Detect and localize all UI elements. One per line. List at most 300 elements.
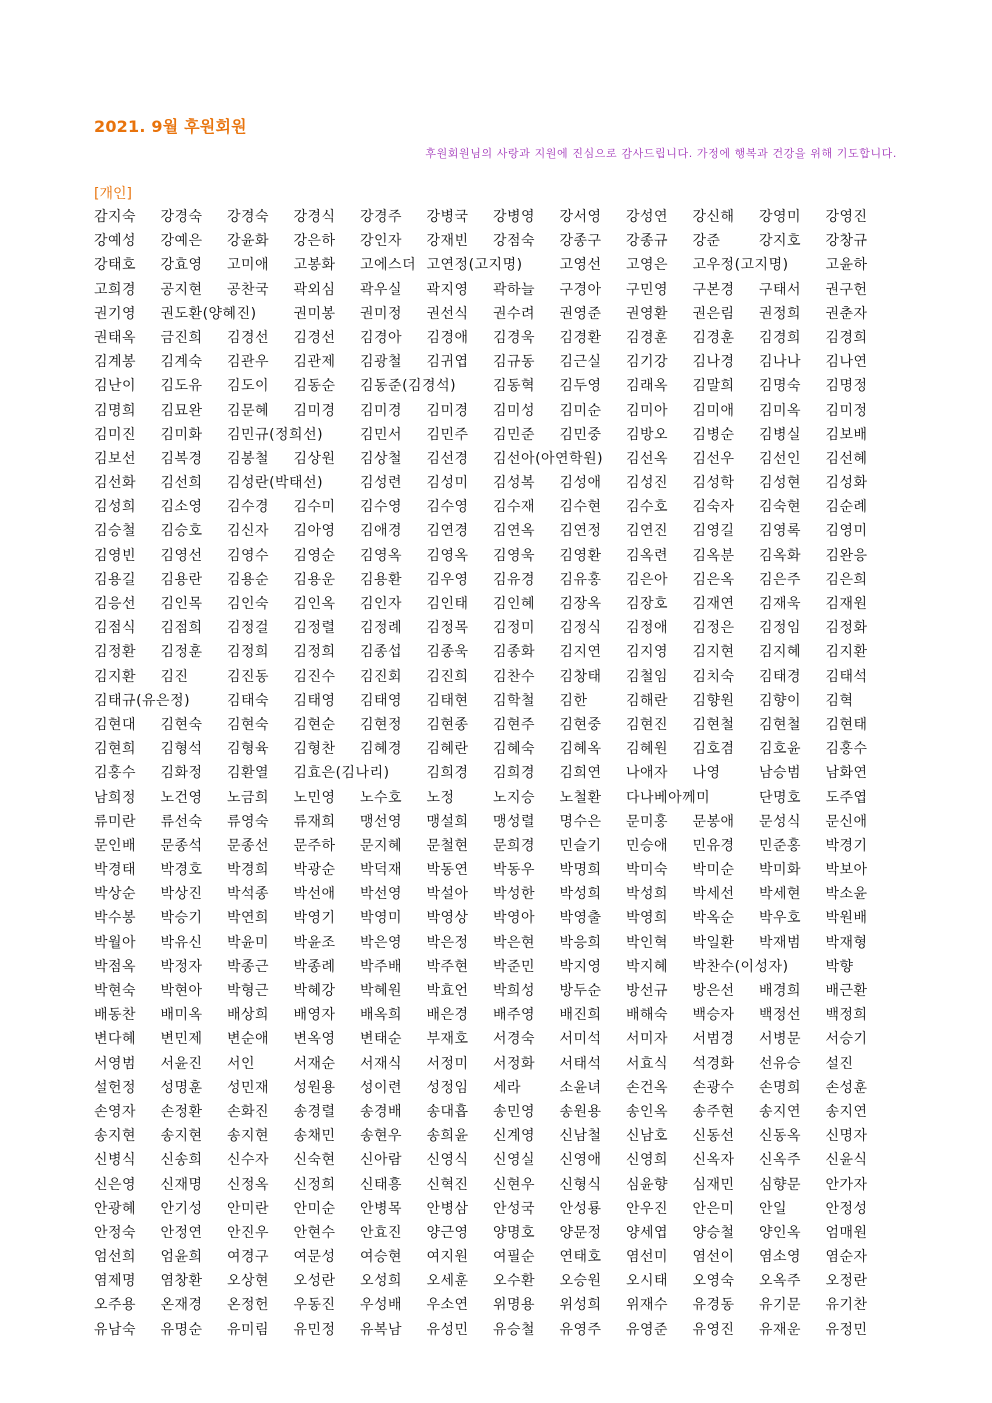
member-name: 김숙자 [692,499,735,516]
member-name: 박옥순 [692,910,735,927]
member-name: 김관제 [293,354,336,371]
member-name: 송지현 [227,1128,270,1145]
member-name: 안미순 [293,1200,336,1217]
name-row [94,882,894,906]
member-name: 박연희 [227,910,270,927]
member-name: 김혜원 [626,741,669,758]
member-name: 김영환 [559,547,602,564]
member-name: 유민정 [293,1321,336,1338]
member-name: 김성학 [692,475,735,492]
member-name: 박성희 [626,886,669,903]
member-name: 배해숙 [626,1007,669,1024]
member-name: 김선혜 [825,450,868,467]
member-name: 서영범 [94,1055,137,1072]
member-name: 우동진 [293,1297,336,1314]
member-name: 김동순 [293,378,336,395]
name-row [94,495,894,519]
member-name: 고우정(고지명) [692,257,789,274]
member-name: 김경훈 [692,329,735,346]
member-name: 박보아 [825,862,868,879]
member-name: 오세훈 [426,1273,469,1290]
member-name: 김정애 [626,620,669,637]
member-name: 서경숙 [493,1031,536,1048]
member-name: 안광혜 [94,1200,137,1217]
member-name: 김태경 [759,668,802,685]
member-name: 염창환 [160,1273,203,1290]
member-name: 심향문 [759,1176,802,1193]
name-row [94,1293,894,1317]
member-name: 김명희 [94,402,137,419]
member-name: 성정임 [426,1079,469,1096]
member-name: 김현철 [759,716,802,733]
member-name: 김정렬 [293,620,336,637]
member-name: 오옥주 [759,1273,802,1290]
member-name: 김소영 [160,499,203,516]
member-name: 서윤진 [160,1055,203,1072]
member-name: 손성훈 [825,1079,868,1096]
member-name: 강종구 [559,233,602,250]
member-name: 김민규(정희선) [227,426,324,443]
member-name: 김래옥 [626,378,669,395]
member-name: 류미란 [94,813,137,830]
member-name: 김태숙 [227,692,270,709]
member-name: 김미성 [493,402,536,419]
member-name: 김민준 [493,426,536,443]
member-name: 강영진 [825,209,868,225]
member-name: 남희정 [94,789,137,806]
member-name: 박세선 [692,886,735,903]
member-name: 김지환 [94,668,137,685]
member-name: 박현아 [160,983,203,999]
member-name: 강인자 [360,233,403,250]
member-name: 박경희 [227,862,270,879]
member-name: 김미정 [825,402,868,419]
member-name: 김숙현 [759,499,802,516]
name-row [94,350,894,374]
member-name: 양명호 [493,1224,536,1241]
member-name: 김미애 [692,402,735,419]
member-name: 김인옥 [293,596,336,612]
name-row [94,471,894,495]
member-name: 박영희 [626,910,669,927]
member-name: 김승호 [160,523,203,540]
member-name: 박명희 [559,862,602,879]
member-name: 김나경 [692,354,735,371]
member-name: 명수은 [559,813,602,830]
member-name: 신명자 [825,1128,868,1145]
member-name: 유남숙 [94,1321,137,1338]
member-name: 강예은 [160,233,203,250]
member-name: 김인태 [426,596,469,612]
member-name: 박윤미 [227,934,270,951]
member-name: 노수호 [360,789,403,806]
name-row [94,906,894,930]
member-name: 단명호 [759,789,802,806]
member-name: 신태흥 [360,1176,403,1193]
member-name: 박소윤 [825,886,868,903]
member-name: 박설아 [426,886,469,903]
name-row [94,1148,894,1172]
name-row [94,592,894,616]
member-name: 손영자 [94,1103,137,1120]
member-name: 방두순 [559,983,602,999]
name-row [94,1318,894,1342]
member-name: 박유신 [160,934,203,951]
member-name: 박상진 [160,886,203,903]
member-name: 성민재 [227,1079,270,1096]
member-name: 강영미 [759,209,802,225]
member-name: 문종선 [227,837,270,854]
member-name: 여필순 [493,1249,536,1266]
member-name: 서정미 [426,1055,469,1072]
member-name: 박영출 [559,910,602,927]
member-grid [94,205,894,1342]
member-name: 문인배 [94,837,137,854]
member-name: 박광순 [293,862,336,879]
member-name: 김점희 [160,620,203,637]
member-name: 신숙현 [293,1152,336,1169]
member-name: 류재희 [293,813,336,830]
member-name: 강재빈 [426,233,469,250]
member-name: 김명숙 [759,378,802,395]
name-row [94,253,894,277]
member-name: 손명희 [759,1079,802,1096]
member-name: 백정선 [759,1007,802,1024]
member-name: 박선영 [360,886,403,903]
member-name: 김수경 [227,499,270,516]
member-name: 김유경 [493,571,536,588]
member-name: 곽우실 [360,281,403,298]
member-name: 송민영 [493,1103,536,1120]
member-name: 배옥희 [360,1007,403,1024]
member-name: 신정희 [293,1176,336,1193]
member-name: 김선경 [426,450,469,467]
member-name: 유정민 [825,1321,868,1338]
member-name: 김장호 [626,596,669,612]
member-name: 김점식 [94,620,137,637]
member-name: 송지현 [94,1128,137,1145]
member-name: 김현순 [293,716,336,733]
member-name: 송채민 [293,1128,336,1145]
member-name: 안현수 [293,1224,336,1241]
member-name: 김기강 [626,354,669,371]
member-name: 금진희 [160,329,203,346]
member-name: 안정숙 [94,1224,137,1241]
member-name: 양세엽 [626,1224,669,1241]
member-name: 김재욱 [759,596,802,612]
member-name: 안성룡 [559,1200,602,1217]
member-name: 김혁 [825,692,854,709]
member-name: 김현숙 [160,716,203,733]
name-row [94,568,894,592]
member-name: 맹성렬 [493,813,536,830]
member-name: 박점옥 [94,958,137,975]
member-name: 김미아 [626,402,669,419]
member-name: 문철현 [426,837,469,854]
member-name: 김은아 [626,571,669,588]
member-name: 김효은(김나리) [293,765,390,782]
name-row [94,229,894,253]
member-name: 서병문 [759,1031,802,1048]
member-name: 김현정 [360,716,403,733]
member-name: 신혁진 [426,1176,469,1193]
member-name: 김성현 [759,475,802,492]
member-name: 고영선 [559,257,602,274]
member-name: 김영미 [825,523,868,540]
member-name: 김정례 [360,620,403,637]
member-name: 송희윤 [426,1128,469,1145]
member-name: 김성복 [493,475,536,492]
member-name: 권수려 [493,305,536,322]
member-name: 김수호 [626,499,669,516]
member-name: 김상원 [293,450,336,467]
name-row [94,931,894,955]
member-name: 안병목 [360,1200,403,1217]
name-row [94,810,894,834]
member-name: 온정헌 [227,1297,270,1314]
member-name: 김민서 [360,426,403,443]
page-title: 2021. 9월 후원회원 [94,117,247,136]
member-name: 배경희 [759,983,802,999]
member-name: 곽하늘 [493,281,536,298]
member-name: 손건옥 [626,1079,669,1096]
member-name: 강신해 [692,209,735,225]
member-name: 김지환 [825,644,868,661]
member-name: 김희연 [559,765,602,782]
member-name: 김진수 [293,668,336,685]
member-name: 김옥련 [626,547,669,564]
member-name: 소윤녀 [559,1079,602,1096]
member-name: 김은희 [825,571,868,588]
member-name: 고에스더 [360,257,417,274]
member-name: 김경애 [426,329,469,346]
member-name: 김인목 [160,596,203,612]
member-name: 성원용 [293,1079,336,1096]
member-name: 박인혁 [626,934,669,951]
member-name: 박혜원 [360,983,403,999]
member-name: 박경기 [825,837,868,854]
member-name: 김정화 [825,620,868,637]
member-name: 신영애 [559,1152,602,1169]
member-name: 김경환 [559,329,602,346]
member-name: 김용환 [360,571,403,588]
member-name: 김진동 [227,668,270,685]
member-name: 김은주 [759,571,802,588]
member-name: 김도유 [160,378,203,395]
member-name: 김현철 [692,716,735,733]
member-name: 강종규 [626,233,669,250]
member-name: 신영실 [493,1152,536,1169]
name-row [94,665,894,689]
member-name: 김학철 [493,692,536,709]
member-name: 강경숙 [227,209,270,225]
member-name: 김수미 [293,499,336,516]
member-name: 김승철 [94,523,137,540]
member-name: 박성한 [493,886,536,903]
member-name: 김정은 [692,620,735,637]
member-name: 김병순 [692,426,735,443]
member-name: 강지호 [759,233,802,250]
member-name: 안진우 [227,1224,270,1241]
member-name: 박은영 [360,934,403,951]
member-name: 박원배 [825,910,868,927]
member-name: 설헌정 [94,1079,137,1096]
member-name: 엄매원 [825,1224,868,1241]
member-name: 권미정 [360,305,403,322]
member-name: 고희경 [94,281,137,298]
member-name: 김화정 [160,765,203,782]
member-name: 서효식 [626,1055,669,1072]
member-name: 강점숙 [493,233,536,250]
member-name: 박경호 [160,862,203,879]
member-name: 송경렬 [293,1103,336,1120]
member-name: 신형식 [559,1176,602,1193]
member-name: 양문정 [559,1224,602,1241]
member-name: 강경주 [360,209,403,225]
member-name: 노정 [426,789,455,806]
member-name: 변민제 [160,1031,203,1048]
member-name: 유승철 [493,1321,536,1338]
member-name: 김해란 [626,692,669,709]
member-name: 김정임 [759,620,802,637]
name-row [94,1269,894,1293]
member-name: 안병삼 [426,1200,469,1217]
member-name: 유영진 [692,1321,735,1338]
member-name: 박재범 [759,934,802,951]
member-name: 김선화 [94,475,137,492]
member-name: 신정옥 [227,1176,270,1193]
member-name: 송인옥 [626,1103,669,1120]
member-name: 김연정 [559,523,602,540]
member-name: 권구헌 [825,281,868,298]
member-name: 안효진 [360,1224,403,1241]
member-name: 박정자 [160,958,203,975]
member-name: 신현우 [493,1176,536,1193]
member-name: 김규동 [493,354,536,371]
member-name: 송현우 [360,1128,403,1145]
member-name: 김용순 [227,571,270,588]
member-name: 유경동 [692,1297,735,1314]
member-name: 양승철 [692,1224,735,1241]
name-row [94,447,894,471]
member-name: 박미숙 [626,862,669,879]
member-name: 박윤조 [293,934,336,951]
member-name: 김경욱 [493,329,536,346]
member-name: 김성화 [825,475,868,492]
member-name: 오성희 [360,1273,403,1290]
member-name: 유영준 [626,1321,669,1338]
member-name: 우성배 [360,1297,403,1314]
member-name: 김정환 [94,644,137,661]
member-name: 유기찬 [825,1297,868,1314]
member-name: 김난이 [94,378,137,395]
member-name: 김영빈 [94,547,137,564]
member-name: 김선옥 [626,450,669,467]
member-name: 변순애 [227,1031,270,1048]
member-name: 염선미 [626,1249,669,1266]
member-name: 고영은 [626,257,669,274]
member-name: 박찬수(이성자) [692,958,789,975]
member-name: 김형찬 [293,741,336,758]
member-name: 김보선 [94,450,137,467]
member-name: 안일 [759,1200,788,1217]
name-row [94,616,894,640]
member-name: 송지연 [759,1103,802,1120]
member-name: 김묘완 [160,402,203,419]
member-name: 김옥화 [759,547,802,564]
name-row [94,761,894,785]
member-name: 고연정(고지명) [426,257,523,274]
member-name: 신병식 [94,1152,137,1169]
member-name: 염제명 [94,1273,137,1290]
member-name: 김경선 [293,329,336,346]
member-name: 김성란(박태선) [227,475,324,492]
member-name: 백정희 [825,1007,868,1024]
member-name: 신영식 [426,1152,469,1169]
member-name: 신재명 [160,1176,203,1193]
member-name: 신영희 [626,1152,669,1169]
member-name: 김말희 [692,378,735,395]
member-name: 김경선 [227,329,270,346]
member-name: 유기문 [759,1297,802,1314]
member-name: 신계영 [493,1128,536,1145]
member-name: 권선식 [426,305,469,322]
member-name: 강준 [692,233,721,250]
member-name: 구민영 [626,281,669,298]
member-name: 김영옥 [360,547,403,564]
member-name: 김경희 [759,329,802,346]
member-name: 문성식 [759,813,802,830]
member-name: 손정환 [160,1103,203,1120]
member-name: 민승애 [626,837,669,854]
name-row [94,1197,894,1221]
member-name: 신아람 [360,1152,403,1169]
member-name: 남화연 [825,765,868,782]
member-name: 권춘자 [825,305,868,322]
member-name: 방선규 [626,983,669,999]
member-name: 김영수 [227,547,270,564]
member-name: 강윤화 [227,233,270,250]
member-name: 김혜숙 [493,741,536,758]
member-name: 박영기 [293,910,336,927]
member-name: 공찬국 [227,281,270,298]
member-name: 박일환 [692,934,735,951]
member-name: 배미옥 [160,1007,203,1024]
member-name: 문종석 [160,837,203,854]
member-name: 김보배 [825,426,868,443]
member-name: 선유승 [759,1055,802,1072]
member-name: 김선희 [160,475,203,492]
member-name: 김형석 [160,741,203,758]
member-name: 노금희 [227,789,270,806]
member-name: 김장옥 [559,596,602,612]
member-name: 박준민 [493,958,536,975]
member-name: 배진희 [559,1007,602,1024]
member-name: 안성국 [493,1200,536,1217]
member-name: 김혜란 [426,741,469,758]
member-name: 김우영 [426,571,469,588]
member-name: 김호겸 [692,741,735,758]
name-row [94,858,894,882]
member-name: 김선아(아연학원) [493,450,604,467]
member-name: 김현종 [426,716,469,733]
member-name: 김상철 [360,450,403,467]
member-name: 노지승 [493,789,536,806]
member-name: 박수봉 [94,910,137,927]
member-name: 김희경 [426,765,469,782]
member-name: 김미옥 [759,402,802,419]
member-name: 김영순 [293,547,336,564]
